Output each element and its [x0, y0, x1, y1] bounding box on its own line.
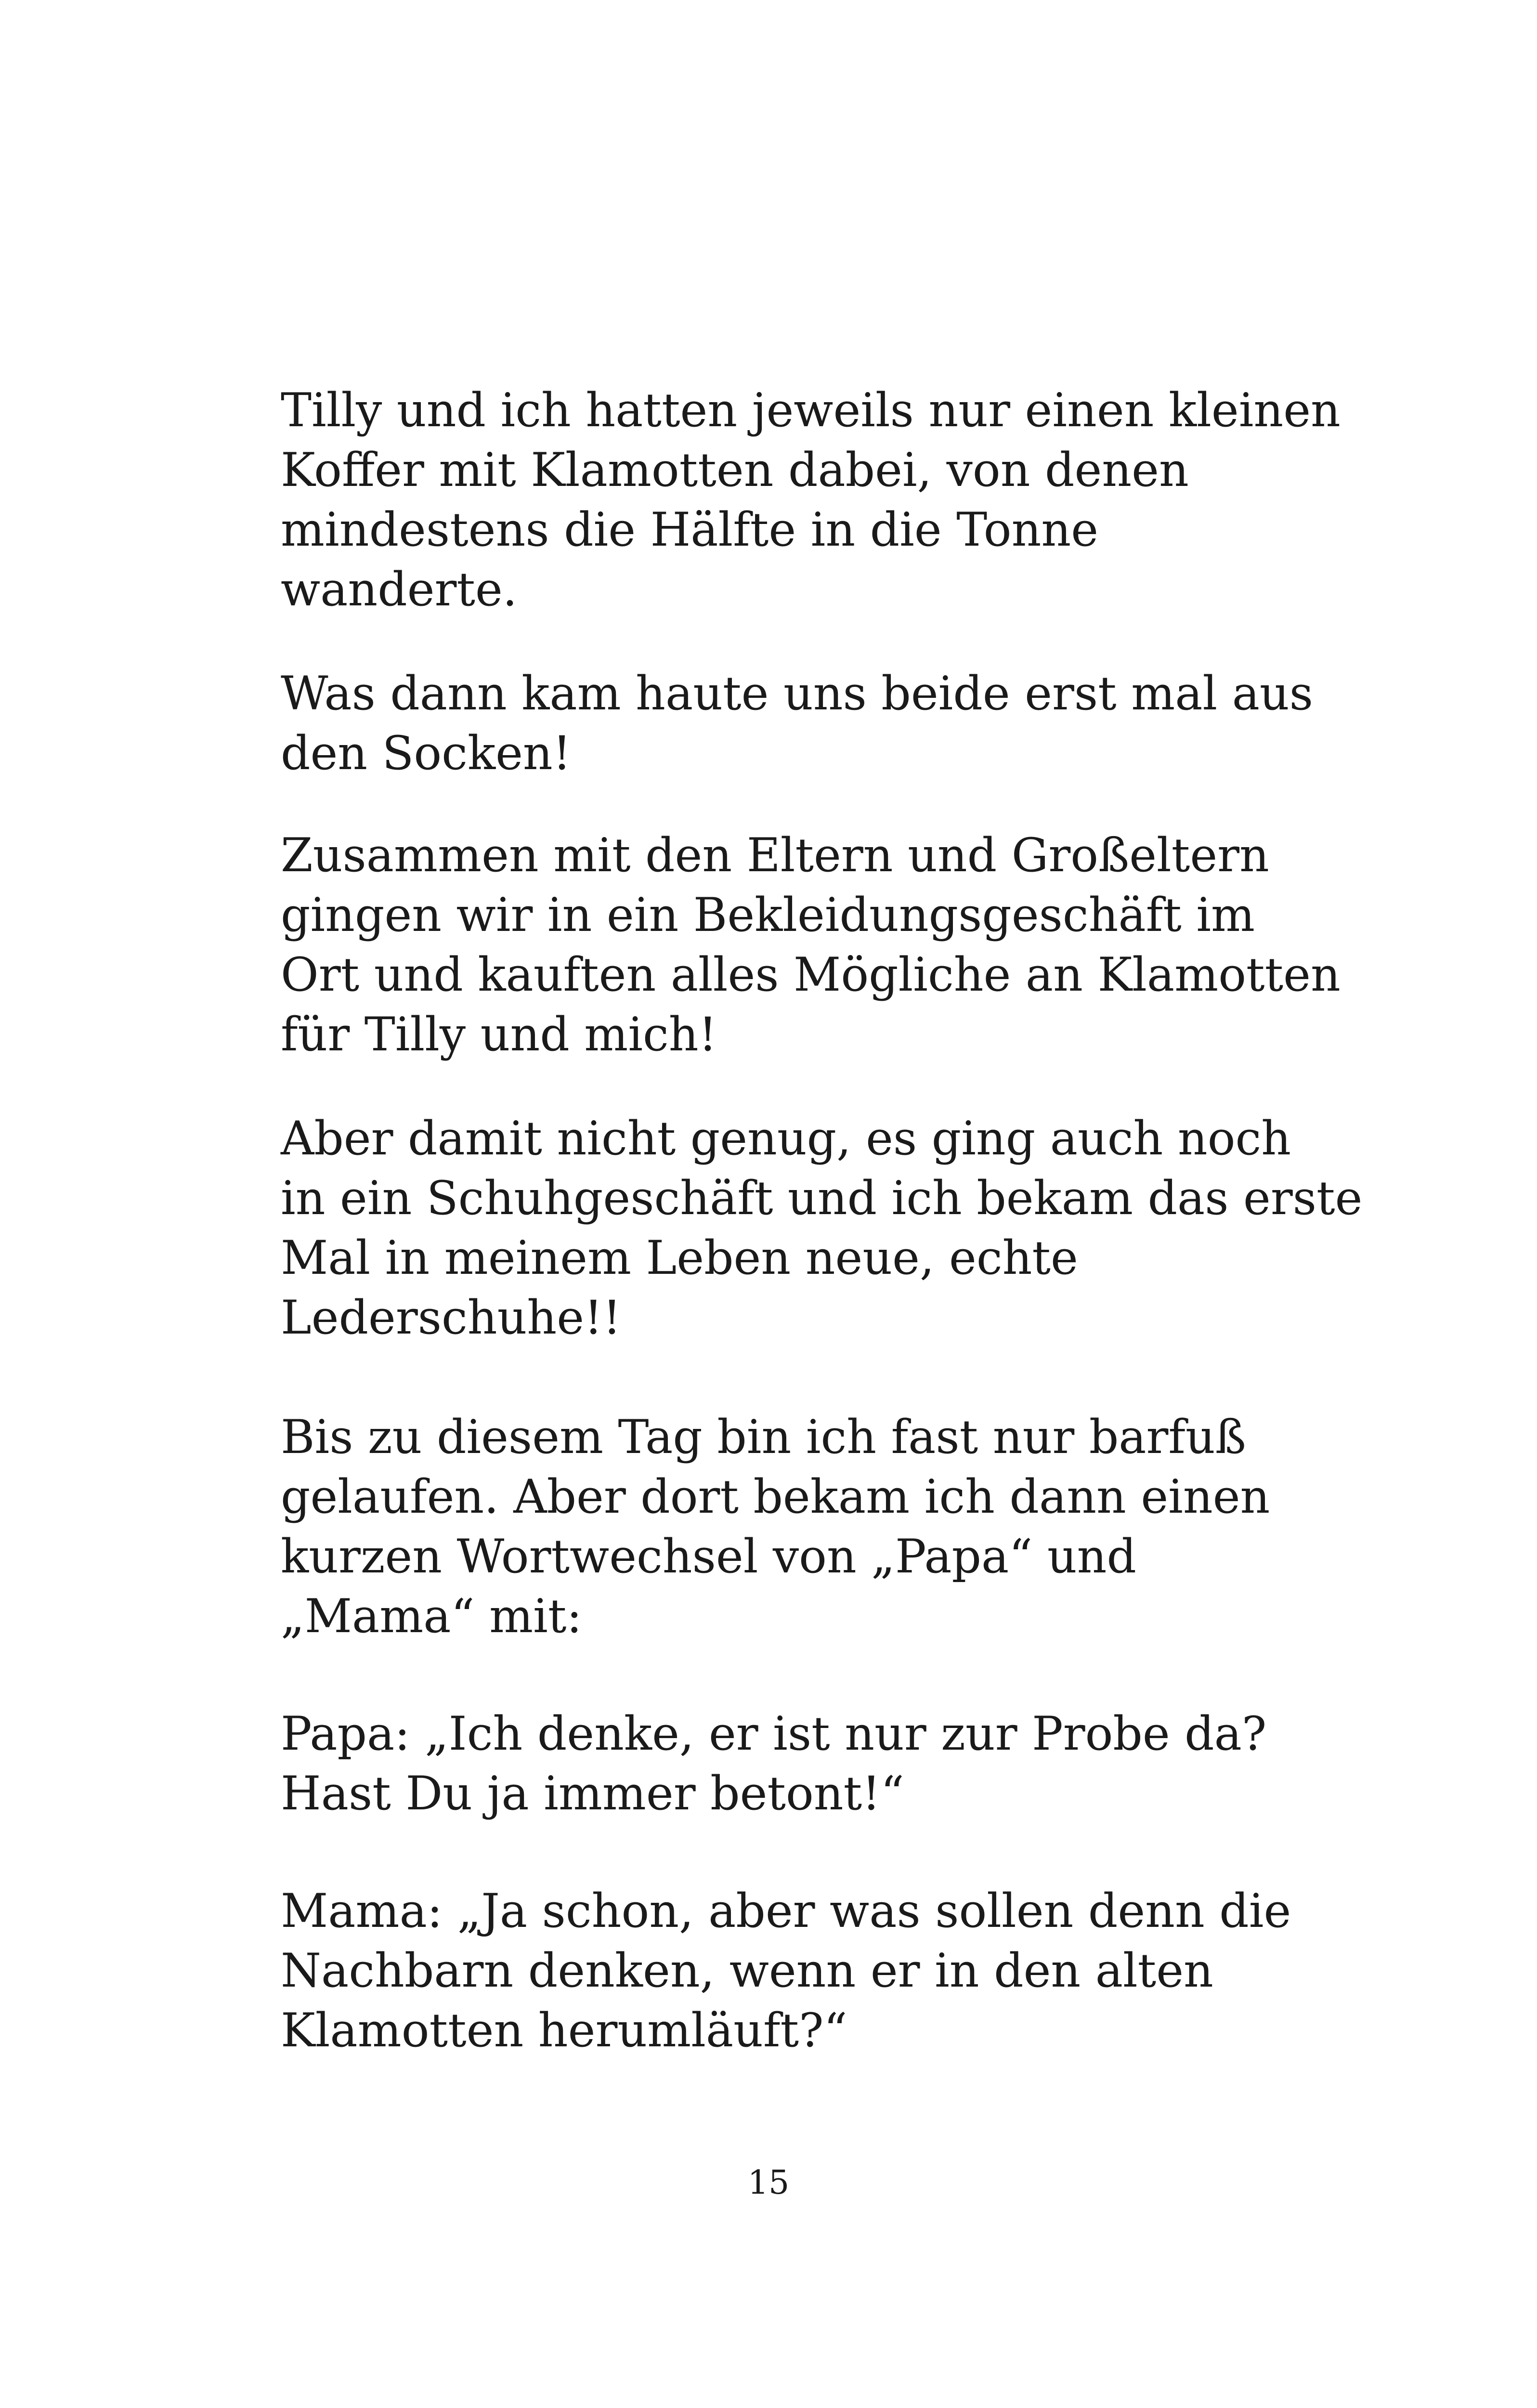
text-line: Hast Du ja immer betont!“	[281, 1767, 904, 1820]
text-line: für Tilly und mich!	[281, 1008, 717, 1061]
text-line: Ort und kauften alles Mögliche an Klamotten	[281, 948, 1341, 1002]
paragraph-1	[281, 380, 1341, 619]
text-line: mindestens die Hälfte in die Tonne	[281, 503, 1099, 557]
paragraph-7	[281, 1881, 1291, 2060]
paragraph-6	[281, 1704, 1273, 1823]
text-line: Koffer mit Klamotten dabei, von denen	[281, 443, 1189, 497]
text-line: in ein Schuhgeschäft und ich bekam das erste	[281, 1171, 1363, 1225]
text-line: kurzen Wortwechsel von „Papa“ und	[281, 1530, 1136, 1584]
text-line: Mal in meinem Leben neue, echte	[281, 1231, 1078, 1285]
text-line: gelaufen. Aber dort bekam ich dann einen	[281, 1470, 1270, 1524]
text-line: Bis zu diesem Tag bin ich fast nur barfuß	[281, 1410, 1246, 1464]
text-line: Zusammen mit den Eltern und Großeltern	[281, 828, 1269, 882]
paragraph-5	[281, 1407, 1273, 1646]
text-line: Was dann kam haute uns beide erst mal aus	[281, 667, 1314, 720]
text-line: Tilly und ich hatten jeweils nur einen kleinen	[281, 383, 1341, 437]
text-line: Aber damit nicht genug, es ging auch noch	[281, 1112, 1291, 1165]
text-line: Mama: „Ja schon, aber was sollen denn die	[281, 1884, 1291, 1938]
text-line: „Mama“ mit:	[281, 1589, 582, 1643]
paragraph-3	[281, 825, 1341, 1064]
text-line: den Socken!	[281, 726, 572, 780]
text-line: Papa: „Ich denke, er ist nur zur Probe da?	[281, 1707, 1267, 1761]
page-number: 15	[747, 2164, 790, 2202]
text-line: Nachbarn denken, wenn er in den alten	[281, 1944, 1213, 1998]
paragraph-2	[281, 664, 1314, 783]
text-line: Lederschuhe!!	[281, 1291, 622, 1345]
paragraph-4	[281, 1109, 1363, 1348]
text-line: wanderte.	[281, 563, 518, 616]
text-line: Klamotten herumläuft?“	[281, 2003, 847, 2057]
text-line: gingen wir in ein Bekleidungsgeschäft im	[281, 888, 1255, 942]
